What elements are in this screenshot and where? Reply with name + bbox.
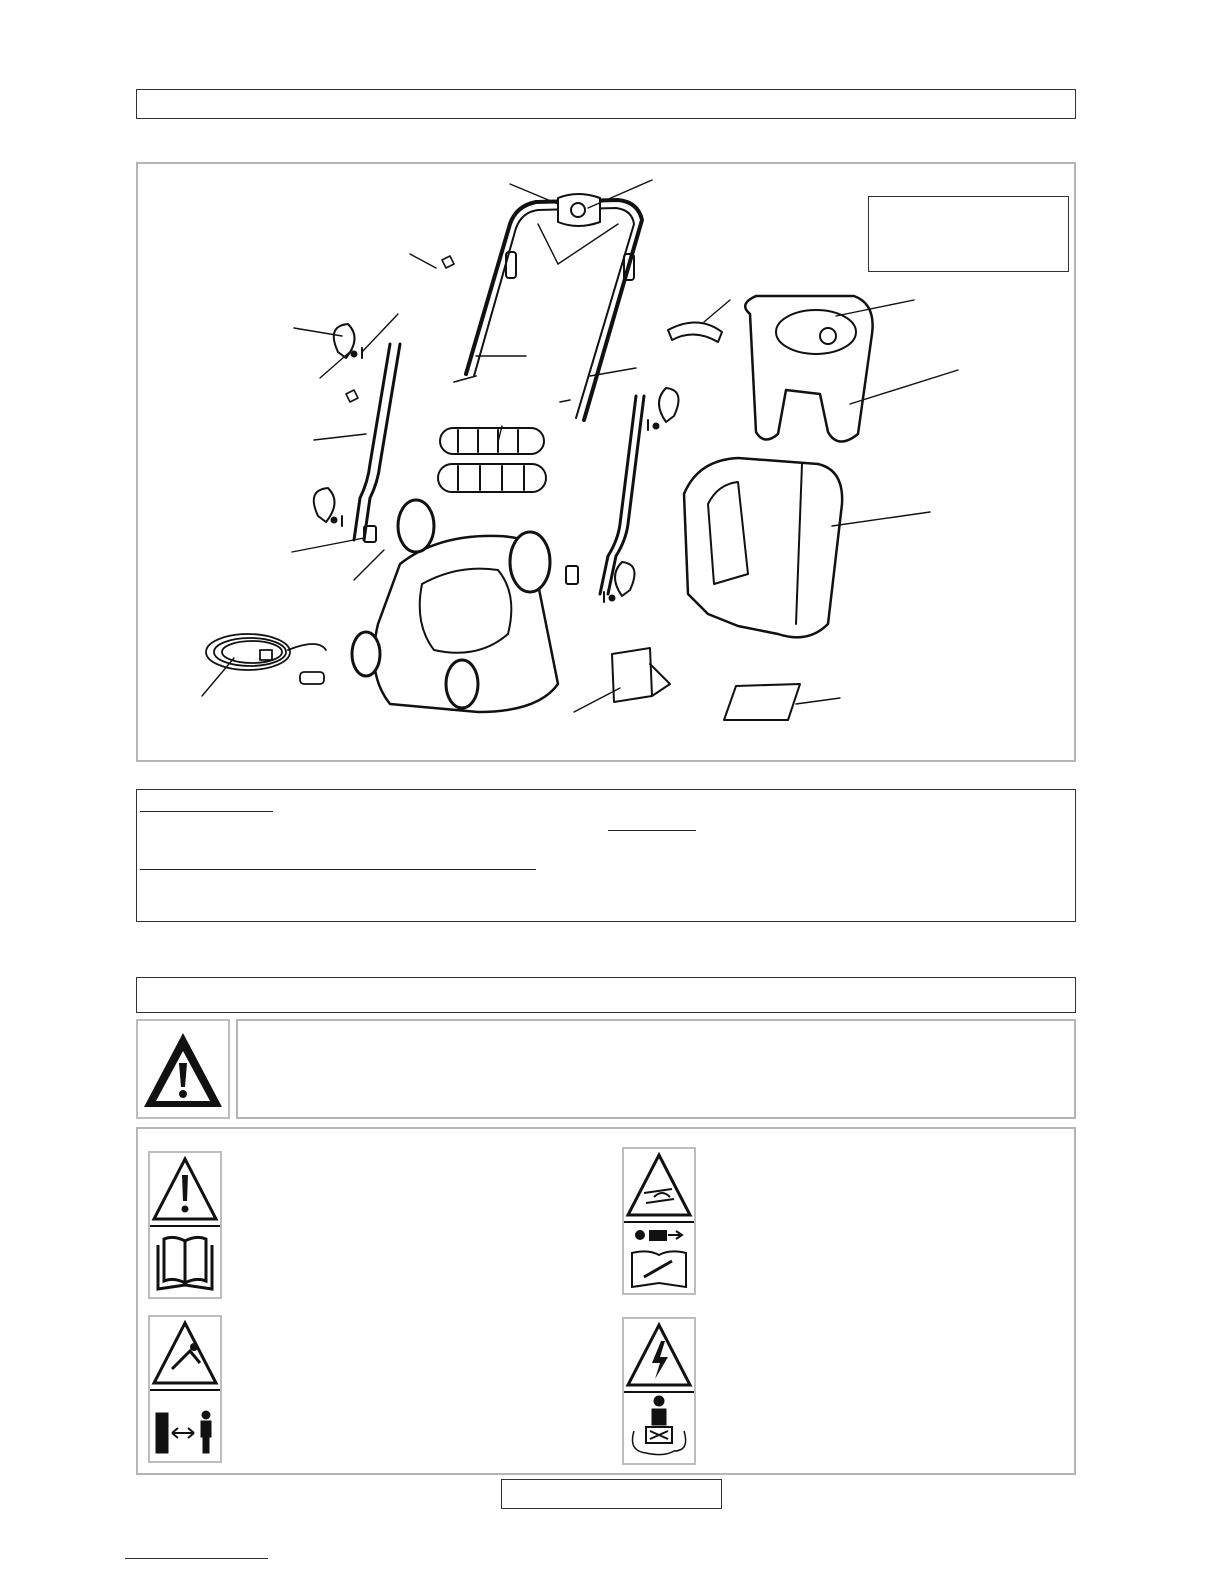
warning-banner-text-panel [236,1019,1076,1119]
symbol-keep-bystanders-away [148,1315,222,1463]
info-underline-3 [140,869,536,870]
unplug-maintenance-icon [632,1231,686,1287]
section-header-bar [136,89,1076,119]
info-box [136,789,1076,922]
diagram-note-box [868,196,1069,272]
footnote-rule [125,1558,268,1559]
lever-knob-left [314,324,362,526]
extension-cable [206,634,326,684]
warning-icon-frame [136,1019,230,1119]
caution-icon [154,1159,216,1219]
upper-handle [466,194,642,420]
mulch-plug [612,648,670,702]
warning-triangle-icon [138,1021,228,1117]
symbol-read-manual [148,1151,222,1299]
cable-position-icon [633,1396,686,1455]
roller-assembly [438,428,546,492]
keep-distance-icon [156,1411,211,1453]
handle-screws [346,256,570,402]
info-underline-1 [140,811,273,812]
mower-deck [352,500,578,712]
grass-box [684,296,873,637]
safety-section-header [136,977,1076,1013]
safety-symbols-panel [136,1127,1076,1475]
thrown-object-icon [154,1323,216,1383]
instruction-card [724,684,800,720]
symbol-keep-cable-away [622,1317,696,1465]
cable-clip [668,322,722,342]
info-underline-2 [608,830,696,831]
read-manual-icon [158,1237,212,1289]
electric-shock-icon [628,1325,690,1385]
symbol-disconnect-before-maintenance [622,1147,696,1295]
leader-lines [202,180,958,712]
blade-hazard-icon [628,1155,690,1215]
parts-diagram-panel [136,162,1076,762]
footer-page-label [501,1479,722,1509]
